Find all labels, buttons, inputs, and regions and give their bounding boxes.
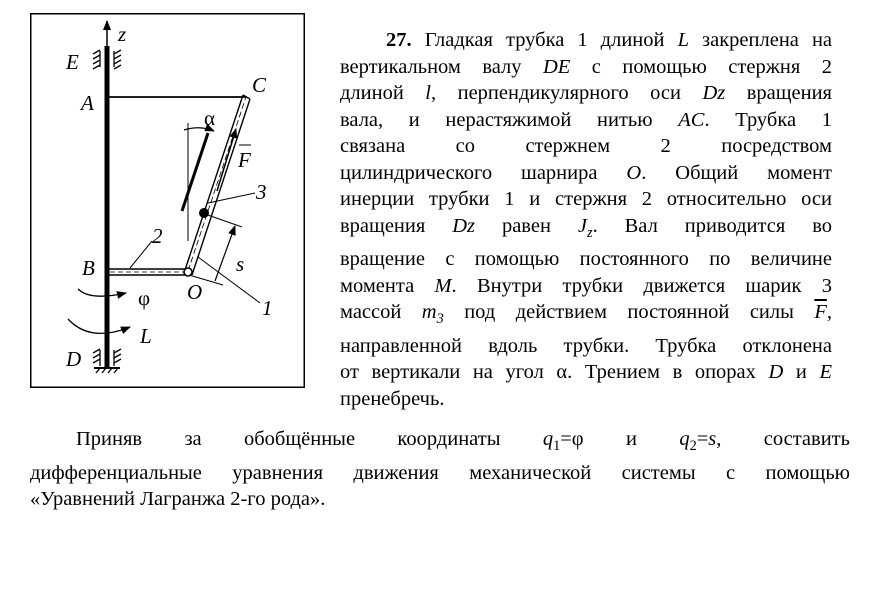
text-run: направленной вдоль трубки. Трубка отклонена [340,334,832,357]
label-s: s [236,252,245,276]
text-run: Приняв за обобщённые координаты [76,428,543,450]
label-d: D [66,347,82,371]
problem-line [340,386,832,413]
text-run: s [708,428,717,450]
text-run [689,428,697,455]
text-run: O [626,161,642,184]
problem-line [340,333,832,360]
problem-number: 27. [386,29,412,51]
force-f-arrow [217,129,236,191]
text-run: AC [678,108,705,131]
problem-line [340,133,832,160]
text-run: вращения [340,214,453,237]
text-run: L [677,29,689,51]
text-run: q [542,428,554,450]
text-run: , перпендикулярного оси [431,82,703,104]
text-run: DE [542,55,571,78]
label-a: A [81,91,94,115]
text-run: M [434,274,452,297]
text-subscript: 1 [553,438,561,455]
label-b: B [82,256,95,280]
label-3: 3 [256,180,267,204]
problem-line [340,160,832,187]
text-run: цилиндрического шарнира [340,161,627,184]
ball-3 [199,208,209,218]
mechanism-figure [30,13,305,388]
text-run: длиной [340,82,426,104]
text-run: , [826,301,832,324]
label-phi: φ [138,286,151,310]
text-run: «Уравнений Лагранжа 2-го рода». [30,488,326,511]
text-run: Гладкая трубка 1 длиной [424,29,678,51]
problem-statement [340,27,832,412]
problem-line [340,27,832,54]
problem-line [340,107,832,134]
label-e: E [66,50,79,74]
text-run: m [421,301,437,324]
text-run: инерции трубки 1 и стержня 2 относительно оси [340,188,832,210]
leader-3 [208,193,255,203]
hinge-o [184,268,192,276]
text-run: под действием постоянной силы [443,301,815,324]
text-run: =φ и [560,428,680,450]
text-run: и [783,361,820,384]
text-run: момента [340,274,435,297]
text-run: = [696,428,709,450]
problem-line [340,213,832,247]
label-1: 1 [262,296,273,320]
s-dimension-arrow [215,226,235,281]
problem-line [340,246,832,273]
moment-l-arrow [68,319,130,333]
task-statement [30,426,850,513]
task-line [30,486,850,513]
phi-rotation-arrow [78,289,126,296]
text-run: D [768,361,784,384]
text-run: массой [340,301,422,324]
text-run: Dz [702,82,726,104]
problem-line [340,80,832,107]
text-run: J [577,214,587,237]
problem-line [340,54,832,81]
text-subscript: z [586,224,593,241]
leader-2 [130,241,152,268]
problem-line [340,299,832,333]
label-alpha: α [204,106,216,130]
problem-line [340,186,832,213]
rod-2 [107,269,187,275]
problem-line [340,359,832,386]
text-run: вращение с помощью постоянного по величине [340,248,832,271]
label-f: F [238,148,251,172]
text-run: l [425,82,431,104]
text-run: от вертикали на угол α. Трением в опорах [340,361,769,384]
text-run: . Внутри трубки движется шарик 3 [451,274,833,297]
tube-1 [182,95,250,275]
label-o: O [187,280,203,304]
text-run: связана со стержнем 2 посредством [340,135,832,157]
text-run: с помощью стержня 2 [570,55,832,78]
text-run [436,301,444,328]
text-run: вертикальном валу [340,55,543,78]
text-run: Dz [452,214,476,237]
text-run: $\overline{F}$ [814,301,827,324]
label-2: 2 [152,224,163,248]
problem-line [340,273,832,300]
text-run: дифференциальные уравнения движения механической системы с помощью [30,461,850,484]
label-c: C [252,73,267,97]
mechanism-diagram [30,13,305,388]
text-run: закреплена на [688,29,833,51]
text-run: q [679,428,690,450]
label-l: L [140,324,152,348]
task-line [30,460,850,487]
text-run: , составить [716,428,850,450]
text-run: вала, и нерастяжимой нитью [340,108,679,131]
text-run: равен [475,214,578,237]
text-run: E [819,361,832,384]
text-run: . Общий момент [641,161,832,184]
text-run: . Трубка 1 [704,108,832,131]
text-run: вращения [725,82,832,104]
text-subscript: 2 [689,438,697,455]
label-z: z [118,22,127,46]
text-run: . Вал приводится во [592,214,832,237]
task-line [30,426,850,460]
text-subscript: 3 [436,311,444,328]
text-run: пренебречь. [340,387,445,410]
